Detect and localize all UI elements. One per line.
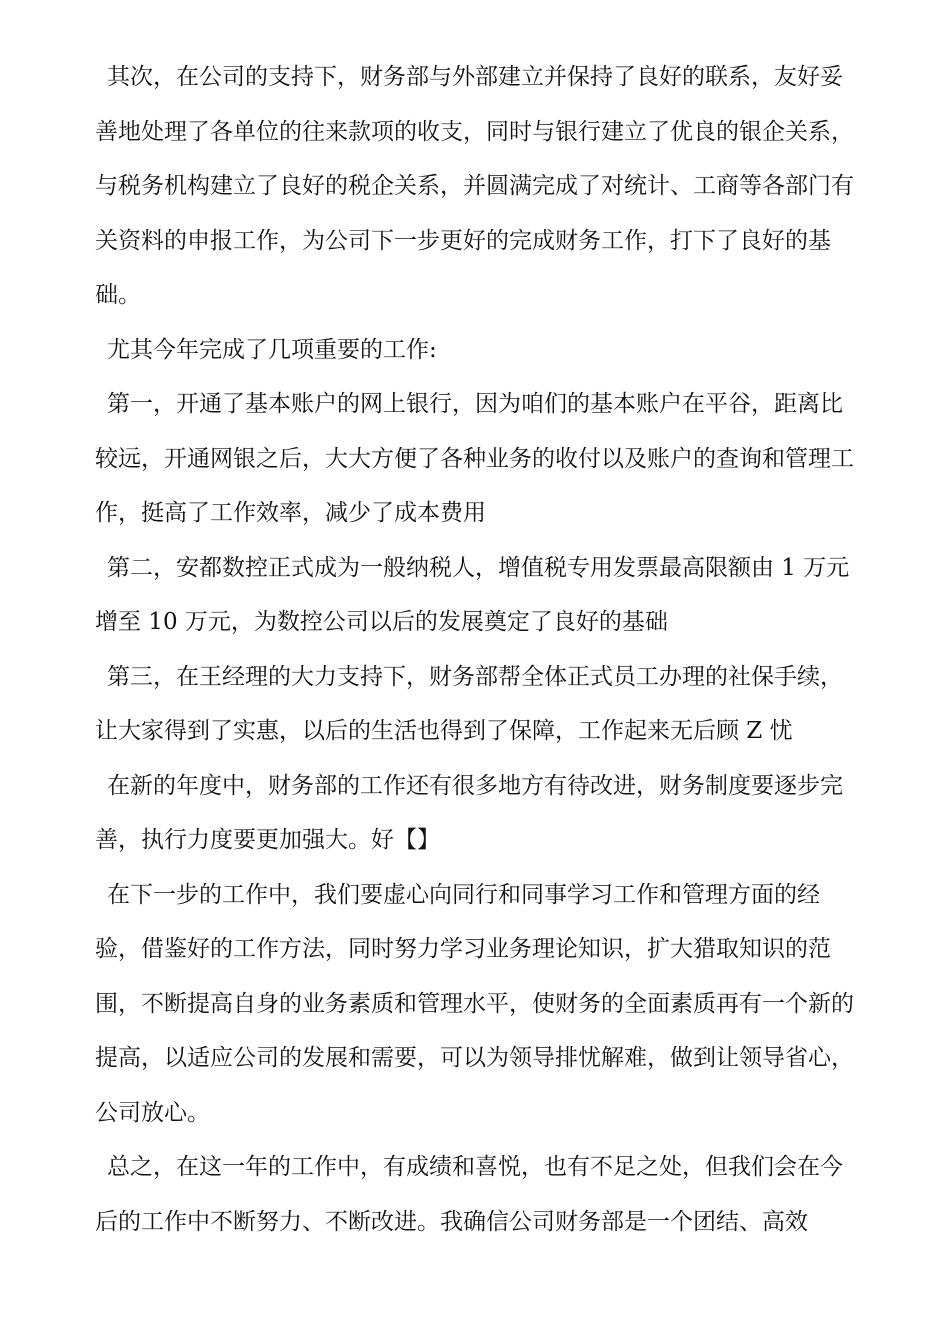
paragraph-achievements-intro: 尤其今年完成了几项重要的工作:: [107, 336, 437, 363]
paragraph-summary: 总之，在这一年的工作中，有成绩和喜悦，也有不足之处，但我们会在今后的工作中不断努力、不断改进。我确信公司财务部是一个团结、高效: [95, 1154, 843, 1235]
paragraph-next-steps: 在下一步的工作中，我们要虚心向同行和同事学习工作和管理方面的经验，借鉴好的工作方法，同时努力学习业务理论知识，扩大猎取知识的范围，不断提高自身的业务素质和管理水平，使财务的全面素质再有一个新的提高，以适应公司的发展和需要，可以为领导排忧解难，做到让领导省心，公司放心。: [95, 881, 854, 1126]
paragraph-first: 第一，开通了基本账户的网上银行，因为咱们的基本账户在平谷，距离比较远，开通网银之后，大大方便了各种业务的收付以及账户的查询和管理工作，挺高了工作效率，减少了成本费用: [95, 391, 854, 526]
paragraph-relations: 其次，在公司的支持下，财务部与外部建立并保持了良好的联系，友好妥善地处理了各单位的往来款项的收支，同时与银行建立了优良的银企关系，与税务机构建立了良好的税企关系，并圆满完成了对统计、工商等各部门有关资料的申报工作，为公司下一步更好的完成财务工作，打下了良好的基础。: [95, 64, 854, 308]
paragraph-second: 第二，安都数控正式成为一般纳税人，增值税专用发票最高限额由 1 万元增至 10 万元，为数控公司以后的发展奠定了良好的基础: [95, 554, 850, 635]
paragraph-third: 第三，在王经理的大力支持下，财务部帮全体正式员工办理的社保手续，让大家得到了实惠，以后的生活也得到了保障，工作起来无后顾 Z 忧: [95, 663, 843, 744]
paragraph-improvements: 在新的年度中，财务部的工作还有很多地方有待改进，财务制度要逐步完善，执行力度要更加强大。好【】: [95, 772, 843, 853]
document-page: [95, 50, 855, 1249]
